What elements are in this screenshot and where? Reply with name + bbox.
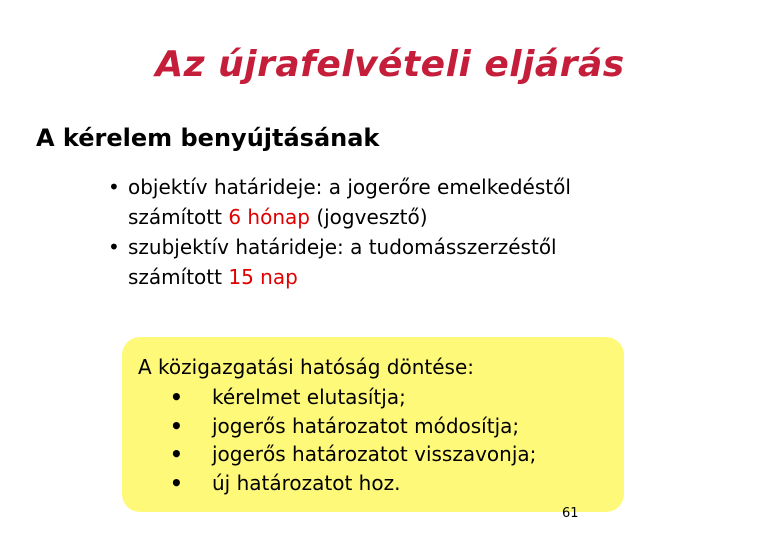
deadline-objective-line1: objektív határideje: a jogerőre emelkedéstől [128, 175, 571, 199]
bullet-icon: • [170, 413, 183, 438]
deadline-item-objective [106, 172, 571, 232]
section-heading: A kérelem benyújtásának [36, 124, 380, 152]
deadline-item-subjective [106, 232, 571, 292]
decision-item-label: jogerős határozatot visszavonja; [212, 442, 537, 466]
decision-item [170, 469, 536, 498]
deadline-subjective-line1: szubjektív határideje: a tudomásszerzéstől [128, 235, 557, 259]
bullet-icon: • [108, 175, 120, 199]
bullet-icon: • [108, 235, 120, 259]
bullet-icon: • [170, 442, 183, 466]
decision-item [170, 440, 536, 469]
decision-list [170, 383, 536, 497]
deadline-objective-period: 6 hónap [228, 205, 310, 229]
decision-item [170, 383, 536, 412]
decision-box-title: A közigazgatási hatóság döntése: [138, 355, 474, 379]
deadline-objective-line2-suffix: (jogvesztő) [309, 205, 428, 229]
deadline-subjective-period: 15 nap [228, 265, 298, 289]
deadline-objective-line2-prefix: számított [128, 205, 229, 229]
decision-item [170, 412, 536, 441]
decision-item-label: kérelmet elutasítja; [212, 385, 406, 409]
deadline-subjective-line2-prefix: számított [128, 265, 229, 289]
decision-box [122, 337, 624, 512]
slide-title: Az újrafelvételi eljárás [155, 44, 625, 85]
decision-item-label: új határozatot hoz. [212, 470, 401, 495]
decision-item-label: jogerős határozatot módosítja; [212, 413, 520, 438]
page-number: 61 [562, 506, 579, 521]
bullet-icon: • [170, 385, 183, 409]
bullet-icon: • [170, 470, 183, 495]
deadline-list [106, 172, 571, 292]
